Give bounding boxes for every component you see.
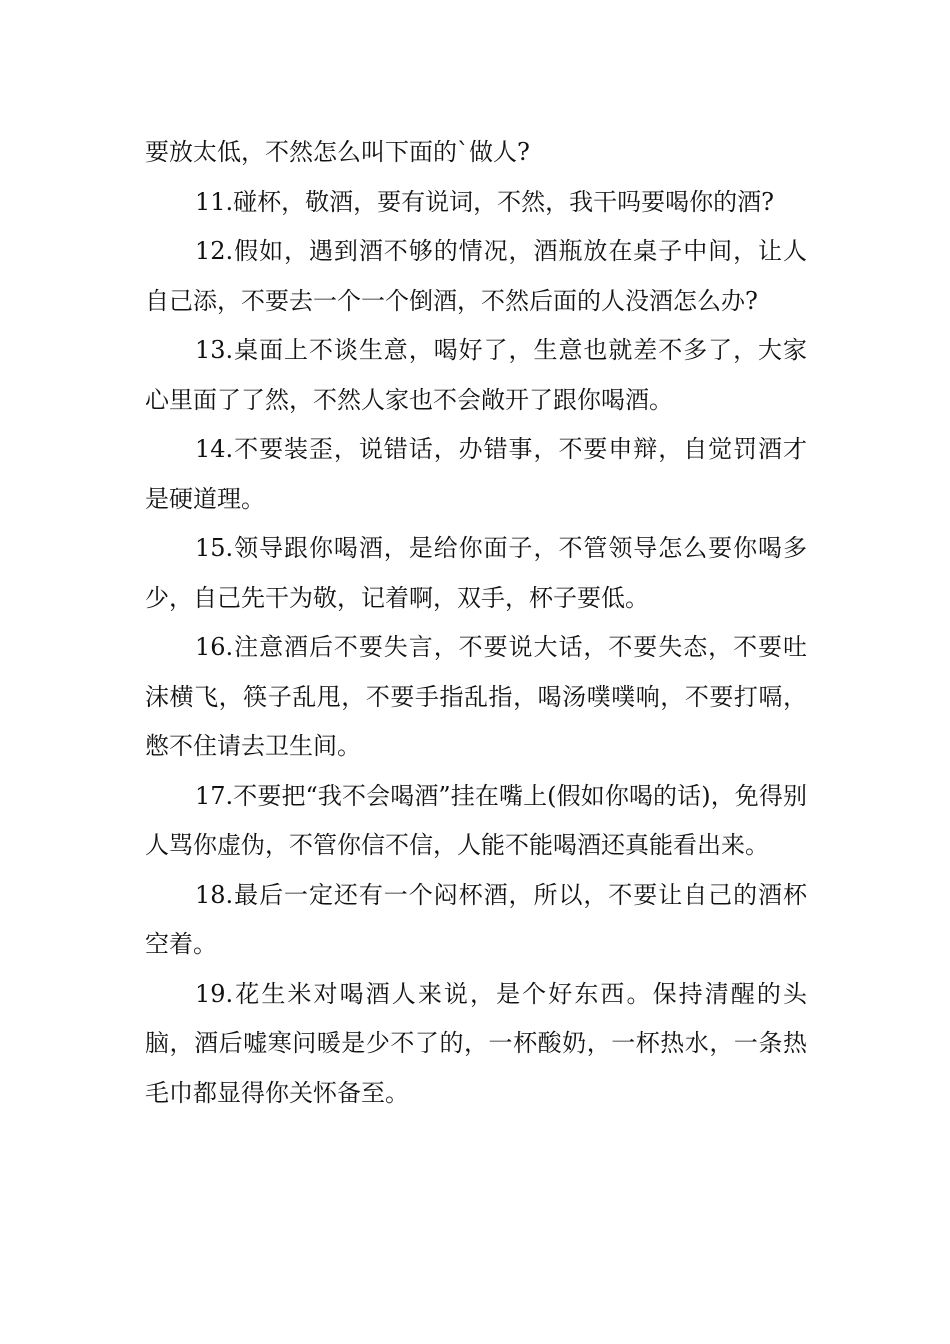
paragraph-item-16: 16.注意酒后不要失言，不要说大话，不要失态，不要吐沫横飞，筷子乱甩，不要手指乱指，喝汤噗噗响，不要打嗝，憋不住请去卫生间。 — [145, 633, 807, 760]
paragraph-item-18: 18.最后一定还有一个闷杯酒，所以，不要让自己的酒杯空着。 — [145, 880, 807, 958]
paragraph-item-15: 15.领导跟你喝酒，是给你面子，不管领导怎么要你喝多少，自己先干为敬，记着啊，双手，杯子要低。 — [145, 534, 807, 612]
paragraph-item-11: 11.碰杯，敬酒，要有说词，不然，我干吗要喝你的酒? — [195, 187, 775, 216]
paragraph-item-14: 14.不要装歪，说错话，办错事，不要申辩，自觉罚酒才是硬道理。 — [145, 435, 807, 513]
paragraph-item-13: 13.桌面上不谈生意，喝好了，生意也就差不多了，大家心里面了了然，不然人家也不会敞开了跟你喝酒。 — [145, 336, 807, 414]
paragraph-item-17: 17.不要把“我不会喝酒”挂在嘴上(假如你喝的话)，免得别人骂你虚伪，不管你信不信，人能不能喝酒还真能看出来。 — [145, 781, 807, 859]
document-body — [145, 128, 807, 1118]
paragraph-item-19: 19.花生米对喝酒人来说，是个好东西。保持清醒的头脑，酒后嘘寒问暖是少不了的，一杯酸奶，一杯热水，一条热毛巾都显得你关怀备至。 — [145, 979, 807, 1107]
paragraph-continuation: 要放太低，不然怎么叫下面的`做人? — [145, 138, 530, 166]
paragraph-item-12: 12.假如，遇到酒不够的情况，酒瓶放在桌子中间，让人自己添，不要去一个一个倒酒，不然后面的人没酒怎么办? — [145, 237, 807, 315]
